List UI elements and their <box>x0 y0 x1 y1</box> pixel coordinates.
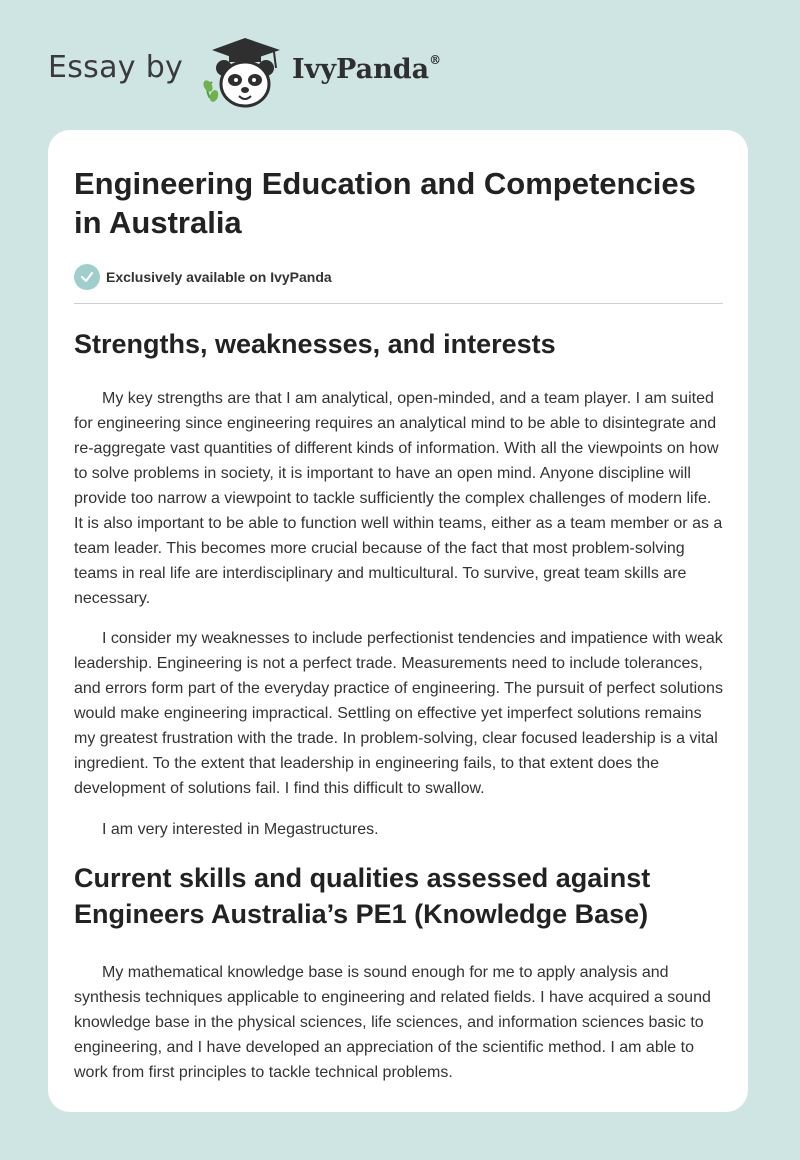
check-icon <box>74 264 100 290</box>
essay-by-label: Essay by <box>48 50 184 85</box>
exclusive-badge <box>74 264 332 290</box>
brand-name[interactable]: IvyPanda® <box>292 53 442 85</box>
paragraph: I am very interested in Megastructures. <box>102 821 379 838</box>
ivypanda-logo-icon[interactable] <box>200 34 290 110</box>
site-header <box>0 0 800 130</box>
section-heading: Current skills and qualities assessed against Engineers Australia’s PE1 (Knowledge Base) <box>74 863 651 929</box>
paragraph: I consider my weaknesses to include perfectionist tendencies and impatience with weak leadership. Engineering is not a perfect trade. Measurements need to include tolerances, and errors form part of the everyday practice of engineering. The pursuit of perfect solutions would make engineering impractical. Settling on effective yet imperfect solutions remains my greatest frustration with the trade. In problem-solving, clear focused leadership is a vital ingredient. To the extent that leadership in engineering fails, to that extent does the development of solutions fail. I find this difficult to swallow. <box>74 630 723 797</box>
essay-title: Engineering Education and Competencies in Australia <box>74 166 696 240</box>
section-heading: Strengths, weaknesses, and interests <box>74 329 556 359</box>
paragraph: My key strengths are that I am analytical, open-minded, and a team player. I am suited for engineering since engineering requires an analytical mind to be able to disintegrate and re-aggregate vast quantities of different kinds of information. With all the viewpoints on how to solve problems in society, it is important to have an open mind. Anyone discipline will provide too narrow a viewpoint to tackle sufficiently the complex challenges of modern life. It is also important to be able to function well within teams, either as a team member or as a team leader. This becomes more crucial because of the fact that most problem-solving teams in real life are interdisciplinary and multicultural. To survive, great team skills are necessary. <box>74 390 723 607</box>
paragraph: My mathematical knowledge base is sound enough for me to apply analysis and synthesis techniques applicable to engineering and related fields. I have acquired a sound knowledge base in the physical sciences, life sciences, and information sciences basic to engineering, and I have developed an appreciation of the scientific method. I am able to work from first principles to tackle technical problems. <box>74 964 711 1081</box>
exclusive-label: Exclusively available on IvyPanda <box>106 269 332 285</box>
essay-card <box>48 130 748 1112</box>
title-divider <box>74 303 723 304</box>
